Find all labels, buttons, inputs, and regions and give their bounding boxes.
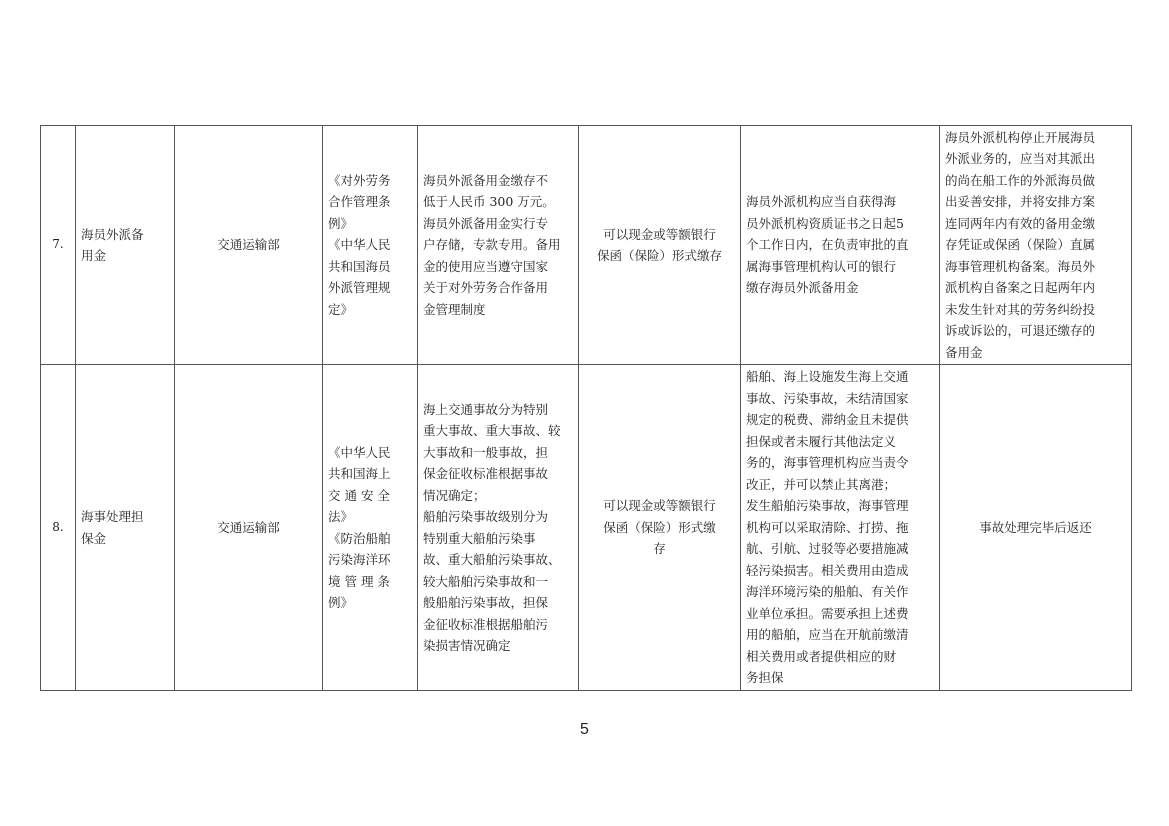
- payment-form: 可以现金或等额银行 保函（保险）形式缴 存: [579, 365, 741, 691]
- department: 交通运输部: [175, 365, 323, 691]
- collection-standard: 海员外派备用金缴存不 低于人民币 300 万元。 海员外派备用金实行专 户存储，专款专用。备用 金的使用应当遵守国家 关于对外劳务合作备用 金管理制度: [418, 126, 579, 365]
- department: 交通运输部: [175, 126, 323, 365]
- table-row: [41, 365, 1132, 691]
- table-row: [41, 126, 1132, 365]
- item-name: 海员外派备 用金: [76, 126, 175, 365]
- payment-procedure: 船舶、海上设施发生海上交通 事故、污染事故，未结清国家 规定的税费、滞纳金且未提供 担保或者未履行其他法定义 务的，海事管理机构应当责令 改正，并可以禁止其离港； 发生船舶污染事故，海事管理 机构可以采取清除、打捞、拖 航、引航、过驳等必要措施减 轻污染损害。相关费用由造成 海洋环境污染的船舶、有关作 业单位承担。需要承担上述费 用的船舶，应当在开航前缴清 相关费用或者提供相应的财 务担保: [741, 365, 940, 691]
- refund-rule: 海员外派机构停止开展海员 外派业务的，应当对其派出 的尚在船工作的外派海员做 出妥善安排，并将安排方案 连同两年内有效的备用金缴 存凭证或保函（保险）直属 海事管理机构备案。海员外 派机构自备案之日起两年内 未发生针对其的劳务纠纷投 诉或诉讼的，可退还缴存的 备用金: [940, 126, 1132, 365]
- row-number: 8.: [41, 365, 76, 691]
- collection-standard: 海上交通事故分为特别 重大事故、重大事故、较 大事故和一般事故，担 保金征收标准根据事故 情况确定； 船舶污染事故级别分为 特别重大船舶污染事 故、重大船舶污染事故、 较大船舶污染事故和一 般船舶污染事故，担保 金征收标准根据船舶污 染损害情况确定: [418, 365, 579, 691]
- refund-rule: 事故处理完毕后返还: [940, 365, 1132, 691]
- deposit-table: [40, 125, 1132, 691]
- row-number: 7.: [41, 126, 76, 365]
- legal-basis: 《中华人民 共和国海上 交 通 安 全 法》 《防治船舶 污染海洋环 境 管 理 条 例》: [323, 365, 418, 691]
- item-name: 海事处理担 保金: [76, 365, 175, 691]
- legal-basis: 《对外劳务 合作管理条 例》 《中华人民 共和国海员 外派管理规 定》: [323, 126, 418, 365]
- payment-form: 可以现金或等额银行 保函（保险）形式缴存: [579, 126, 741, 365]
- page-number: 5: [580, 721, 589, 738]
- payment-procedure: 海员外派机构应当自获得海 员外派机构资质证书之日起5 个工作日内，在负责审批的直 属海事管理机构认可的银行 缴存海员外派备用金: [741, 126, 940, 365]
